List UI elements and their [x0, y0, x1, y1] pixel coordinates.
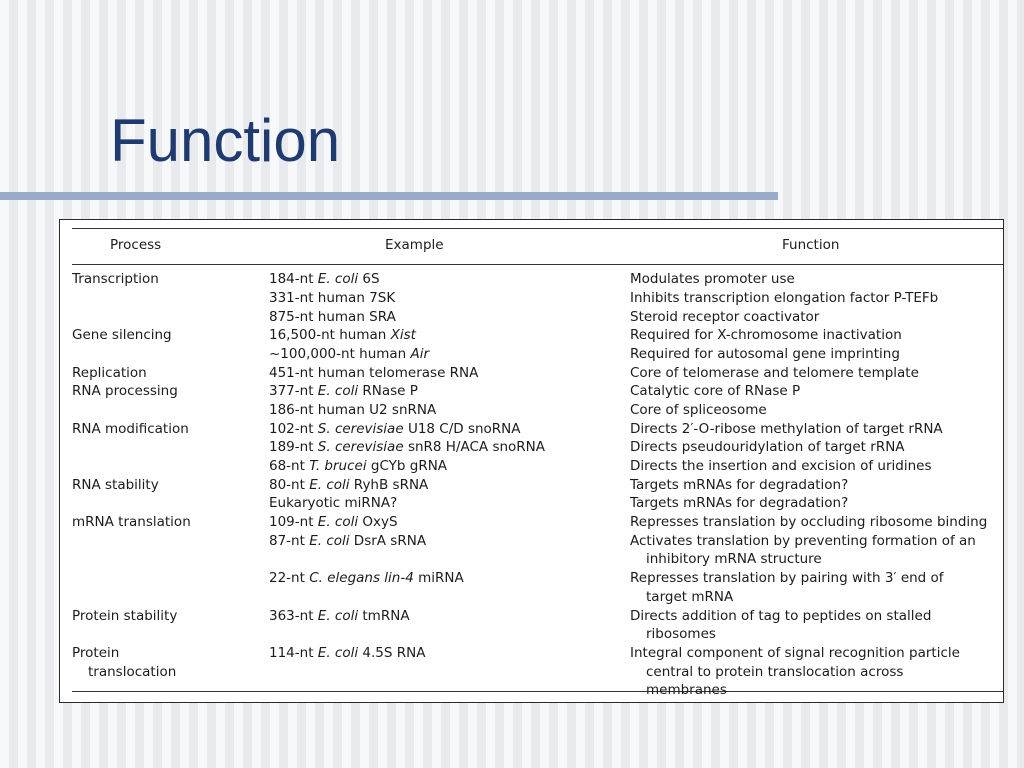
row-example: 68-nt T. brucei gCYb gRNA: [269, 458, 448, 474]
row-example: 875-nt human SRA: [269, 309, 396, 325]
row-function: Core of telomerase and telomere template: [630, 365, 919, 381]
row-example: 331-nt human 7SK: [269, 290, 396, 306]
table-bottom-rule: [72, 691, 1003, 692]
row-function: Core of spliceosome: [630, 402, 767, 418]
row-example: ~100,000-nt human Air: [269, 346, 430, 362]
row-process: Protein stability: [72, 608, 178, 624]
row-function: Activates translation by preventing formation of an: [630, 533, 976, 549]
header-example: Example: [385, 237, 444, 253]
row-function-cont: target mRNA: [646, 589, 734, 605]
row-function: Modulates promoter use: [630, 271, 795, 287]
row-function: Directs the insertion and excision of uridines: [630, 458, 932, 474]
row-example: Eukaryotic miRNA?: [269, 495, 398, 511]
row-example: 363-nt E. coli tmRNA: [269, 608, 410, 624]
title-underline: [0, 192, 778, 200]
row-function: Directs 2′-O-ribose methylation of target rRNA: [630, 421, 943, 437]
row-process: Replication: [72, 365, 147, 381]
slide-title: Function: [110, 107, 341, 174]
row-function: Inhibits transcription elongation factor P-TEFb: [630, 290, 939, 306]
row-example: 102-nt S. cerevisiae U18 C/D snoRNA: [269, 421, 521, 437]
header-function: Function: [782, 237, 840, 253]
row-process: RNA modification: [72, 421, 189, 437]
row-example: 16,500-nt human Xist: [269, 327, 416, 343]
row-function: Directs addition of tag to peptides on stalled: [630, 608, 932, 624]
row-process: Gene silencing: [72, 327, 172, 343]
row-example: 184-nt E. coli 6S: [269, 271, 380, 287]
row-example: 109-nt E. coli OxyS: [269, 514, 398, 530]
row-function: Required for X-chromosome inactivation: [630, 327, 902, 343]
row-example: 186-nt human U2 snRNA: [269, 402, 437, 418]
row-function: Represses translation by occluding ribosome binding: [630, 514, 988, 530]
row-function: Targets mRNAs for degradation?: [630, 477, 849, 493]
row-function-cont: membranes: [646, 682, 727, 698]
row-process: Protein: [72, 645, 120, 661]
row-example: 451-nt human telomerase RNA: [269, 365, 479, 381]
row-process: RNA stability: [72, 477, 159, 493]
row-process-cont: translocation: [88, 664, 177, 680]
row-example: 114-nt E. coli 4.5S RNA: [269, 645, 426, 661]
row-function: Directs pseudouridylation of target rRNA: [630, 439, 905, 455]
row-function-cont: central to protein translocation across: [646, 664, 904, 680]
row-function-cont: ribosomes: [646, 626, 716, 642]
row-example: 22-nt C. elegans lin-4 miRNA: [269, 570, 464, 586]
row-process: mRNA translation: [72, 514, 191, 530]
row-example: 87-nt E. coli DsrA sRNA: [269, 533, 427, 549]
row-function: Targets mRNAs for degradation?: [630, 495, 849, 511]
row-function: Catalytic core of RNase P: [630, 383, 801, 399]
row-function: Represses translation by pairing with 3′ end of: [630, 570, 944, 586]
row-process: Transcription: [72, 271, 159, 287]
row-function: Integral component of signal recognition particle: [630, 645, 960, 661]
row-function: Steroid receptor coactivator: [630, 309, 820, 325]
rna-function-table: [59, 219, 1004, 703]
row-example: 80-nt E. coli RyhB sRNA: [269, 477, 429, 493]
row-process: RNA processing: [72, 383, 178, 399]
header-process: Process: [110, 237, 162, 253]
row-function-cont: inhibitory mRNA structure: [646, 551, 822, 567]
row-function: Required for autosomal gene imprinting: [630, 346, 900, 362]
table-header-rule: [72, 264, 1003, 265]
row-example: 189-nt S. cerevisiae snR8 H/ACA snoRNA: [269, 439, 546, 455]
table-top-rule: [72, 228, 1003, 229]
row-example: 377-nt E. coli RNase P: [269, 383, 418, 399]
